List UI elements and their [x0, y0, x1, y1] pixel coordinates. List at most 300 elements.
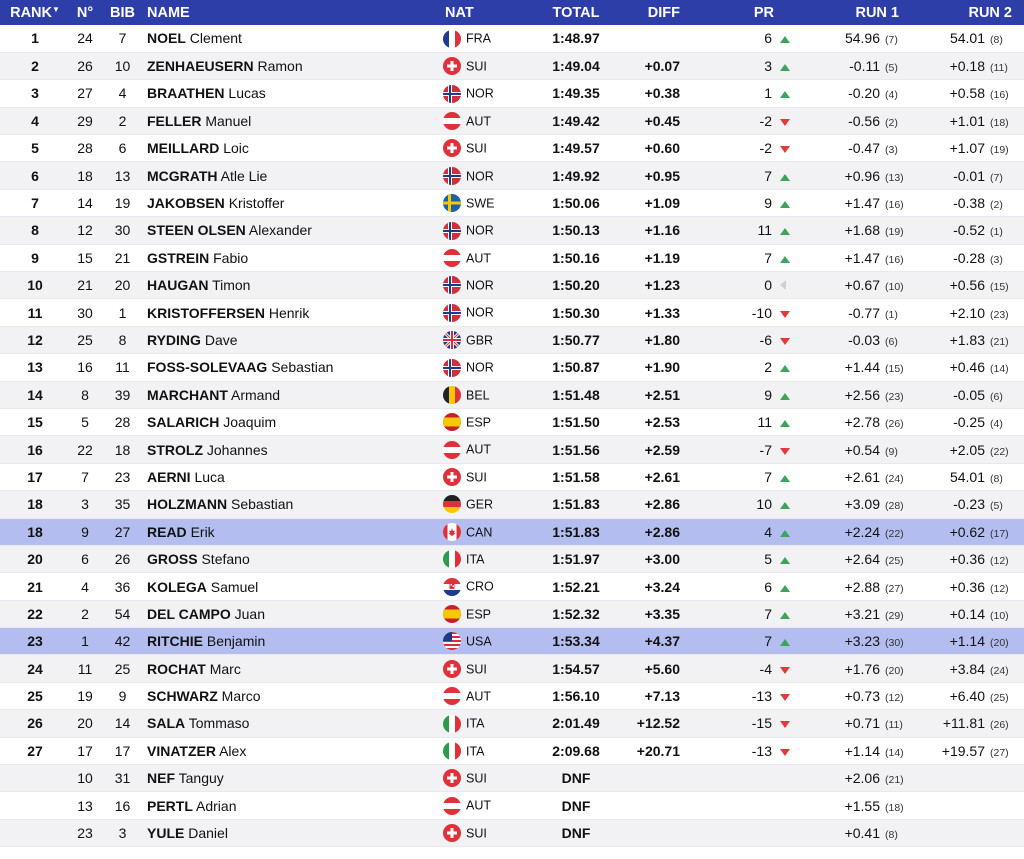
table-row[interactable] [0, 491, 1024, 518]
nation-cell [441, 408, 531, 435]
positions-gained: 11 [706, 217, 774, 244]
run1-time: +2.64 [844, 551, 880, 568]
positions-gained: 6 [706, 573, 774, 600]
run2-time: +1.83 [949, 331, 985, 348]
run1-time: +0.73 [844, 688, 880, 705]
diff-cell: +12.52 [621, 710, 706, 737]
run2-rank: (5) [990, 500, 1003, 513]
bib-cell: 10 [100, 52, 145, 79]
run2-time: +6.40 [949, 688, 985, 705]
arrow-up-icon [780, 475, 790, 482]
run1-rank: (8) [885, 829, 898, 842]
rank-cell: 14 [0, 381, 70, 408]
athlete-name[interactable] [145, 135, 441, 162]
table-row[interactable] [0, 162, 1024, 189]
diff-cell [621, 792, 706, 819]
start-number-cell: 12 [70, 217, 100, 244]
total-time: 1:52.21 [531, 573, 621, 600]
header-run2[interactable]: RUN 2 [919, 0, 1024, 25]
nation-code: NOR [466, 86, 494, 101]
start-number-cell: 8 [70, 381, 100, 408]
rank-cell: 26 [0, 710, 70, 737]
nation-cell [441, 436, 531, 463]
table-row[interactable] [0, 737, 1024, 764]
last-name: KOLEGA [147, 578, 207, 595]
run1-cell [804, 408, 919, 435]
run2-time: -0.38 [953, 195, 985, 212]
rank-cell: 9 [0, 244, 70, 271]
run1-time: +0.96 [844, 167, 880, 184]
run1-cell [804, 52, 919, 79]
run1-rank: (29) [885, 609, 904, 622]
run1-time: 54.96 [844, 30, 880, 47]
nation-code: SUI [466, 661, 487, 676]
run1-rank: (5) [885, 62, 898, 75]
header-row [0, 0, 1024, 25]
start-number-cell: 1 [70, 628, 100, 655]
header-pr[interactable]: PR [706, 0, 774, 25]
athlete-name[interactable] [145, 381, 441, 408]
run2-time: +11.81 [942, 715, 985, 732]
table-row[interactable] [0, 244, 1024, 271]
first-name: Tanguy [178, 770, 224, 787]
run1-time: -0.47 [848, 140, 880, 157]
first-name: Adrian [196, 797, 237, 814]
run1-time: +2.06 [844, 770, 880, 787]
trend-cell [774, 217, 804, 244]
positions-gained: 11 [706, 408, 774, 435]
run1-rank: (10) [885, 281, 904, 294]
athlete-name[interactable] [145, 765, 441, 792]
positions-gained: -13 [706, 737, 774, 764]
flag-icon [443, 386, 461, 404]
trend-cell [774, 655, 804, 682]
run1-rank: (4) [885, 89, 898, 102]
table-row[interactable] [0, 299, 1024, 326]
run1-time: +3.23 [844, 633, 880, 650]
table-row[interactable] [0, 628, 1024, 655]
start-number-cell: 30 [70, 299, 100, 326]
athlete-name[interactable] [145, 326, 441, 353]
rank-cell [0, 792, 70, 819]
athlete-name[interactable] [145, 518, 441, 545]
run2-cell [919, 408, 1024, 435]
run2-rank: (25) [990, 692, 1009, 705]
run1-rank: (30) [885, 637, 904, 650]
run1-rank: (11) [885, 719, 903, 732]
run2-time: 54.01 [949, 468, 985, 485]
run1-cell [804, 573, 919, 600]
bib-cell: 39 [100, 381, 145, 408]
last-name: FOSS-SOLEVAAG [147, 359, 268, 376]
bib-cell: 9 [100, 682, 145, 709]
start-number-cell: 28 [70, 135, 100, 162]
first-name: Fabio [213, 249, 249, 266]
athlete-name[interactable] [145, 573, 441, 600]
nation-cell [441, 162, 531, 189]
run1-cell [804, 545, 919, 572]
nation-cell [441, 600, 531, 627]
total-time: 1:54.57 [531, 655, 621, 682]
first-name: Lucas [228, 85, 266, 102]
run1-time: +2.88 [844, 578, 880, 595]
start-number-cell: 14 [70, 189, 100, 216]
nation-cell [441, 655, 531, 682]
positions-gained: 5 [706, 545, 774, 572]
bib-cell: 31 [100, 765, 145, 792]
flag-icon [443, 715, 461, 733]
nation-cell [441, 463, 531, 490]
trend-cell [774, 518, 804, 545]
run1-time: +0.54 [844, 441, 880, 458]
flag-icon [443, 550, 461, 568]
first-name: Joaquim [223, 414, 277, 431]
first-name: Tommaso [188, 715, 250, 732]
nation-code: NOR [466, 278, 494, 293]
nation-code: AUT [466, 250, 491, 265]
trend-cell [774, 189, 804, 216]
total-time: 1:51.56 [531, 436, 621, 463]
bib-cell: 17 [100, 737, 145, 764]
total-time: 1:50.06 [531, 189, 621, 216]
last-name: HOLZMANN [147, 496, 228, 513]
bib-cell: 11 [100, 354, 145, 381]
header-run1[interactable]: RUN 1 [804, 0, 919, 25]
table-row[interactable] [0, 326, 1024, 353]
first-name: Juan [234, 605, 265, 622]
table-row[interactable] [0, 80, 1024, 107]
run1-time: +2.56 [844, 386, 880, 403]
athlete-name[interactable] [145, 189, 441, 216]
table-row[interactable] [0, 573, 1024, 600]
table-row[interactable] [0, 436, 1024, 463]
last-name: SCHWARZ [147, 688, 218, 705]
table-row[interactable] [0, 354, 1024, 381]
table-row[interactable] [0, 408, 1024, 435]
last-name: FELLER [147, 112, 202, 129]
first-name: Alexander [248, 222, 312, 239]
start-number-cell: 16 [70, 354, 100, 381]
run2-cell [919, 682, 1024, 709]
header-nat[interactable]: NAT [441, 0, 531, 25]
nation-code: CRO [466, 579, 494, 594]
last-name: ROCHAT [147, 660, 206, 677]
nation-code: USA [466, 634, 492, 649]
rank-cell: 6 [0, 162, 70, 189]
table-row[interactable] [0, 545, 1024, 572]
nation-cell [441, 189, 531, 216]
run1-cell [804, 655, 919, 682]
bib-cell: 27 [100, 518, 145, 545]
rank-cell: 2 [0, 52, 70, 79]
arrow-up-icon [780, 174, 790, 181]
run2-time: +19.57 [941, 742, 985, 759]
table-row[interactable] [0, 518, 1024, 545]
arrow-up-icon [780, 612, 790, 619]
athlete-name[interactable] [145, 354, 441, 381]
athlete-name[interactable] [145, 244, 441, 271]
table-row[interactable] [0, 600, 1024, 627]
run1-rank: (13) [885, 171, 904, 184]
run1-rank: (15) [885, 363, 904, 376]
athlete-name[interactable] [145, 491, 441, 518]
athlete-name[interactable] [145, 52, 441, 79]
table-row[interactable] [0, 682, 1024, 709]
flag-icon [443, 222, 461, 240]
last-name: NEF [147, 770, 175, 787]
run1-rank: (9) [885, 445, 898, 458]
table-row[interactable] [0, 819, 1024, 846]
start-number-cell: 9 [70, 518, 100, 545]
trend-cell [774, 573, 804, 600]
results-body [0, 25, 1024, 847]
run2-time: +0.56 [949, 277, 985, 294]
total-time: 1:51.83 [531, 518, 621, 545]
rank-cell: 20 [0, 545, 70, 572]
run2-cell [919, 299, 1024, 326]
table-row[interactable] [0, 710, 1024, 737]
header-number[interactable]: N° [70, 0, 100, 25]
first-name: Kristoffer [228, 195, 285, 212]
athlete-name[interactable] [145, 80, 441, 107]
nation-code: ITA [466, 744, 485, 758]
trend-cell [774, 628, 804, 655]
table-row[interactable] [0, 189, 1024, 216]
table-row[interactable] [0, 52, 1024, 79]
flag-icon [443, 194, 461, 212]
positions-gained: -10 [706, 299, 774, 326]
arrow-down-icon [780, 338, 790, 345]
first-name: Johannes [206, 441, 268, 458]
run1-time: -0.56 [848, 112, 880, 129]
athlete-name[interactable] [145, 655, 441, 682]
start-number-cell: 2 [70, 600, 100, 627]
diff-cell: +0.07 [621, 52, 706, 79]
start-number-cell: 21 [70, 272, 100, 299]
flag-icon [443, 112, 461, 130]
athlete-name[interactable] [145, 162, 441, 189]
arrow-up-icon [780, 502, 790, 509]
first-name: Luca [194, 468, 225, 485]
total-time: 1:51.83 [531, 491, 621, 518]
athlete-name[interactable] [145, 545, 441, 572]
nation-code: CAN [466, 524, 493, 539]
athlete-name[interactable] [145, 107, 441, 134]
rank-cell: 17 [0, 463, 70, 490]
table-row[interactable] [0, 765, 1024, 792]
diff-cell: +1.09 [621, 189, 706, 216]
run1-time: -0.11 [849, 58, 880, 75]
last-name: BRAATHEN [147, 85, 225, 102]
run2-rank: (12) [990, 582, 1009, 595]
header-rank[interactable]: RANK▼ [0, 0, 70, 25]
table-row[interactable] [0, 792, 1024, 819]
diff-cell: +2.51 [621, 381, 706, 408]
total-time: 1:56.10 [531, 682, 621, 709]
positions-gained: -2 [706, 107, 774, 134]
bib-cell: 20 [100, 272, 145, 299]
trend-cell [774, 326, 804, 353]
trend-cell [774, 52, 804, 79]
nation-cell [441, 272, 531, 299]
run1-cell [804, 600, 919, 627]
run1-rank: (23) [885, 390, 904, 403]
run1-rank: (28) [885, 500, 904, 513]
arrow-down-icon [780, 721, 790, 728]
bib-cell: 23 [100, 463, 145, 490]
header-bib[interactable]: BIB [100, 0, 145, 25]
run1-cell [804, 765, 919, 792]
run2-cell [919, 491, 1024, 518]
arrow-up-icon [780, 557, 790, 564]
bib-cell: 42 [100, 628, 145, 655]
diff-cell: +0.45 [621, 107, 706, 134]
table-row[interactable] [0, 381, 1024, 408]
run1-cell [804, 436, 919, 463]
trend-cell [774, 737, 804, 764]
arrow-up-icon [780, 64, 790, 71]
diff-cell: +2.86 [621, 518, 706, 545]
total-time: 1:51.48 [531, 381, 621, 408]
first-name: Benjamin [206, 633, 266, 650]
diff-cell: +2.59 [621, 436, 706, 463]
athlete-name[interactable] [145, 217, 441, 244]
table-row[interactable] [0, 25, 1024, 52]
positions-gained: 6 [706, 25, 774, 52]
flag-icon [443, 797, 461, 815]
header-name[interactable]: NAME [145, 0, 441, 25]
table-row[interactable] [0, 655, 1024, 682]
trend-cell [774, 463, 804, 490]
positions-gained: -15 [706, 710, 774, 737]
athlete-name[interactable] [145, 710, 441, 737]
diff-cell: +1.33 [621, 299, 706, 326]
bib-cell: 16 [100, 792, 145, 819]
athlete-name[interactable] [145, 299, 441, 326]
run2-rank: (27) [990, 746, 1009, 759]
last-name: STEEN OLSEN [147, 222, 246, 239]
athlete-name[interactable] [145, 436, 441, 463]
run2-cell [919, 162, 1024, 189]
diff-cell [621, 819, 706, 846]
nation-code: SUI [466, 470, 487, 485]
trend-cell [774, 545, 804, 572]
nation-cell [441, 737, 531, 764]
arrow-down-icon [780, 119, 790, 126]
rank-cell: 3 [0, 80, 70, 107]
flag-icon [443, 468, 461, 486]
run1-time: +0.41 [844, 825, 880, 842]
first-name: Daniel [188, 825, 228, 842]
run1-cell [804, 819, 919, 846]
run1-time: -0.77 [848, 304, 880, 321]
diff-cell: +1.16 [621, 217, 706, 244]
athlete-name[interactable] [145, 25, 441, 52]
run2-rank: (18) [990, 116, 1009, 129]
trend-cell [774, 381, 804, 408]
run2-time: 54.01 [949, 30, 985, 47]
athlete-name[interactable] [145, 682, 441, 709]
table-row[interactable] [0, 135, 1024, 162]
athlete-name[interactable] [145, 600, 441, 627]
run2-rank: (8) [990, 34, 1003, 47]
trend-cell [774, 80, 804, 107]
table-row[interactable] [0, 107, 1024, 134]
run2-cell [919, 792, 1024, 819]
athlete-name[interactable] [145, 819, 441, 846]
rank-cell: 24 [0, 655, 70, 682]
flag-icon [443, 167, 461, 185]
athlete-name[interactable] [145, 463, 441, 490]
run1-time: -0.03 [848, 331, 880, 348]
arrow-up-icon [780, 420, 790, 427]
run1-rank: (7) [885, 34, 898, 47]
total-time: 1:51.50 [531, 408, 621, 435]
athlete-name[interactable] [145, 408, 441, 435]
run1-cell [804, 244, 919, 271]
rank-cell: 18 [0, 518, 70, 545]
rank-cell: 1 [0, 25, 70, 52]
start-number-cell: 13 [70, 792, 100, 819]
positions-gained: 1 [706, 80, 774, 107]
last-name: READ [147, 523, 187, 540]
nation-code: GBR [466, 333, 494, 348]
start-number-cell: 20 [70, 710, 100, 737]
run2-time: -0.05 [953, 386, 985, 403]
positions-gained: 7 [706, 162, 774, 189]
diff-cell [621, 765, 706, 792]
rank-cell: 4 [0, 107, 70, 134]
trend-cell [774, 162, 804, 189]
run1-rank: (2) [885, 116, 898, 129]
run2-time: +0.14 [949, 605, 985, 622]
athlete-name[interactable] [145, 272, 441, 299]
athlete-name[interactable] [145, 792, 441, 819]
table-row[interactable] [0, 217, 1024, 244]
rank-cell: 22 [0, 600, 70, 627]
run1-rank: (16) [885, 253, 904, 266]
arrow-up-icon [780, 530, 790, 537]
run1-rank: (21) [885, 774, 904, 787]
nation-cell [441, 628, 531, 655]
run1-rank: (18) [885, 801, 904, 814]
table-row[interactable] [0, 463, 1024, 490]
header-diff[interactable]: DIFF [621, 0, 706, 25]
athlete-name[interactable] [145, 628, 441, 655]
rank-cell: 25 [0, 682, 70, 709]
flag-icon [443, 523, 461, 541]
total-time: 1:51.58 [531, 463, 621, 490]
positions-gained: 7 [706, 600, 774, 627]
run1-time: +1.76 [844, 660, 880, 677]
run1-cell [804, 107, 919, 134]
run2-time: +0.36 [949, 551, 985, 568]
flag-icon [443, 30, 461, 48]
table-row[interactable] [0, 272, 1024, 299]
run2-cell [919, 272, 1024, 299]
bib-cell: 28 [100, 408, 145, 435]
start-number-cell: 3 [70, 491, 100, 518]
bib-cell: 30 [100, 217, 145, 244]
header-total[interactable]: TOTAL [531, 0, 621, 25]
athlete-name[interactable] [145, 737, 441, 764]
start-number-cell: 29 [70, 107, 100, 134]
sort-desc-caret-icon[interactable]: ▼ [51, 4, 60, 14]
bib-cell: 4 [100, 80, 145, 107]
flag-icon [443, 742, 461, 760]
run2-time: +1.07 [949, 140, 985, 157]
first-name: Manuel [205, 112, 252, 129]
